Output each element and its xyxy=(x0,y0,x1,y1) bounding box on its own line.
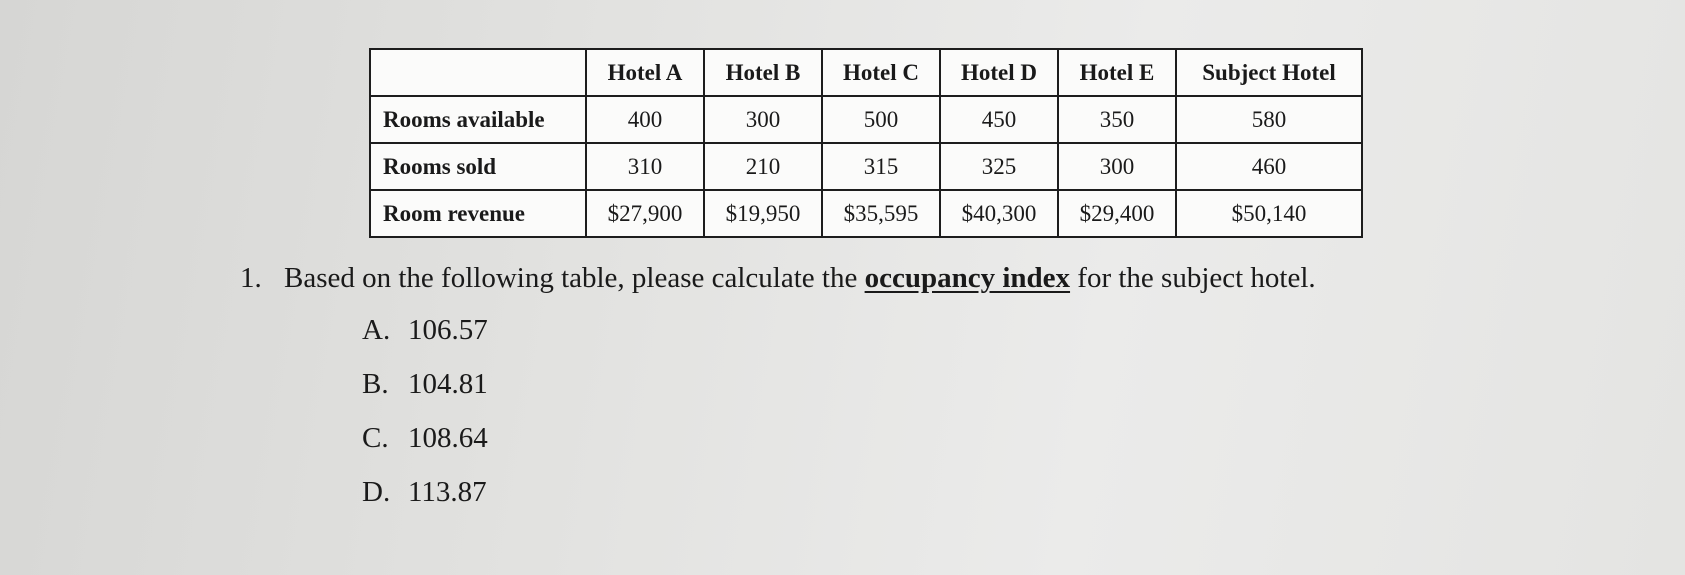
table-cell: 315 xyxy=(822,143,940,190)
column-header-hotel-d: Hotel D xyxy=(940,49,1058,96)
table-cell: 580 xyxy=(1176,96,1362,143)
table-corner-cell xyxy=(370,49,586,96)
table-cell: 350 xyxy=(1058,96,1176,143)
option-value: 113.87 xyxy=(408,476,487,508)
column-header-subject-hotel: Subject Hotel xyxy=(1176,49,1362,96)
table-cell: 325 xyxy=(940,143,1058,190)
table-cell: 450 xyxy=(940,96,1058,143)
table-cell: 210 xyxy=(704,143,822,190)
row-label: Rooms sold xyxy=(370,143,586,190)
table-cell: 310 xyxy=(586,143,704,190)
option-letter: C. xyxy=(362,422,389,454)
table-cell: 460 xyxy=(1176,143,1362,190)
option-letter: D. xyxy=(362,476,391,508)
answer-option-c xyxy=(362,418,488,472)
table-cell: $35,595 xyxy=(822,190,940,237)
answer-options xyxy=(362,310,488,526)
table-cell: 300 xyxy=(704,96,822,143)
table-cell: $29,400 xyxy=(1058,190,1176,237)
column-header-hotel-b: Hotel B xyxy=(704,49,822,96)
question-suffix: for the subject hotel. xyxy=(1070,262,1316,294)
row-label: Room revenue xyxy=(370,190,586,237)
table-row-rooms-sold xyxy=(370,143,1362,190)
row-label: Rooms available xyxy=(370,96,586,143)
option-value: 106.57 xyxy=(408,314,488,346)
answer-option-d xyxy=(362,472,488,526)
option-letter: A. xyxy=(362,314,391,346)
table-row-room-revenue xyxy=(370,190,1362,237)
question-number: 1. xyxy=(240,262,262,294)
question-keyword: occupancy index xyxy=(864,262,1071,294)
answer-option-b xyxy=(362,364,488,418)
table-cell: $27,900 xyxy=(586,190,704,237)
table-cell: $50,140 xyxy=(1176,190,1362,237)
table-row-rooms-available xyxy=(370,96,1362,143)
option-value: 108.64 xyxy=(408,422,488,454)
table-header-row xyxy=(370,49,1362,96)
table-cell: 500 xyxy=(822,96,940,143)
table-cell: $40,300 xyxy=(940,190,1058,237)
column-header-hotel-a: Hotel A xyxy=(586,49,704,96)
option-letter: B. xyxy=(362,368,389,400)
column-header-hotel-c: Hotel C xyxy=(822,49,940,96)
question-text xyxy=(240,262,1316,295)
table-cell: $19,950 xyxy=(704,190,822,237)
column-header-hotel-e: Hotel E xyxy=(1058,49,1176,96)
hotel-data-table xyxy=(369,48,1363,238)
option-value: 104.81 xyxy=(408,368,488,400)
answer-option-a xyxy=(362,310,488,364)
table-cell: 400 xyxy=(586,96,704,143)
question-prefix: Based on the following table, please calculate the xyxy=(284,262,865,294)
table-cell: 300 xyxy=(1058,143,1176,190)
